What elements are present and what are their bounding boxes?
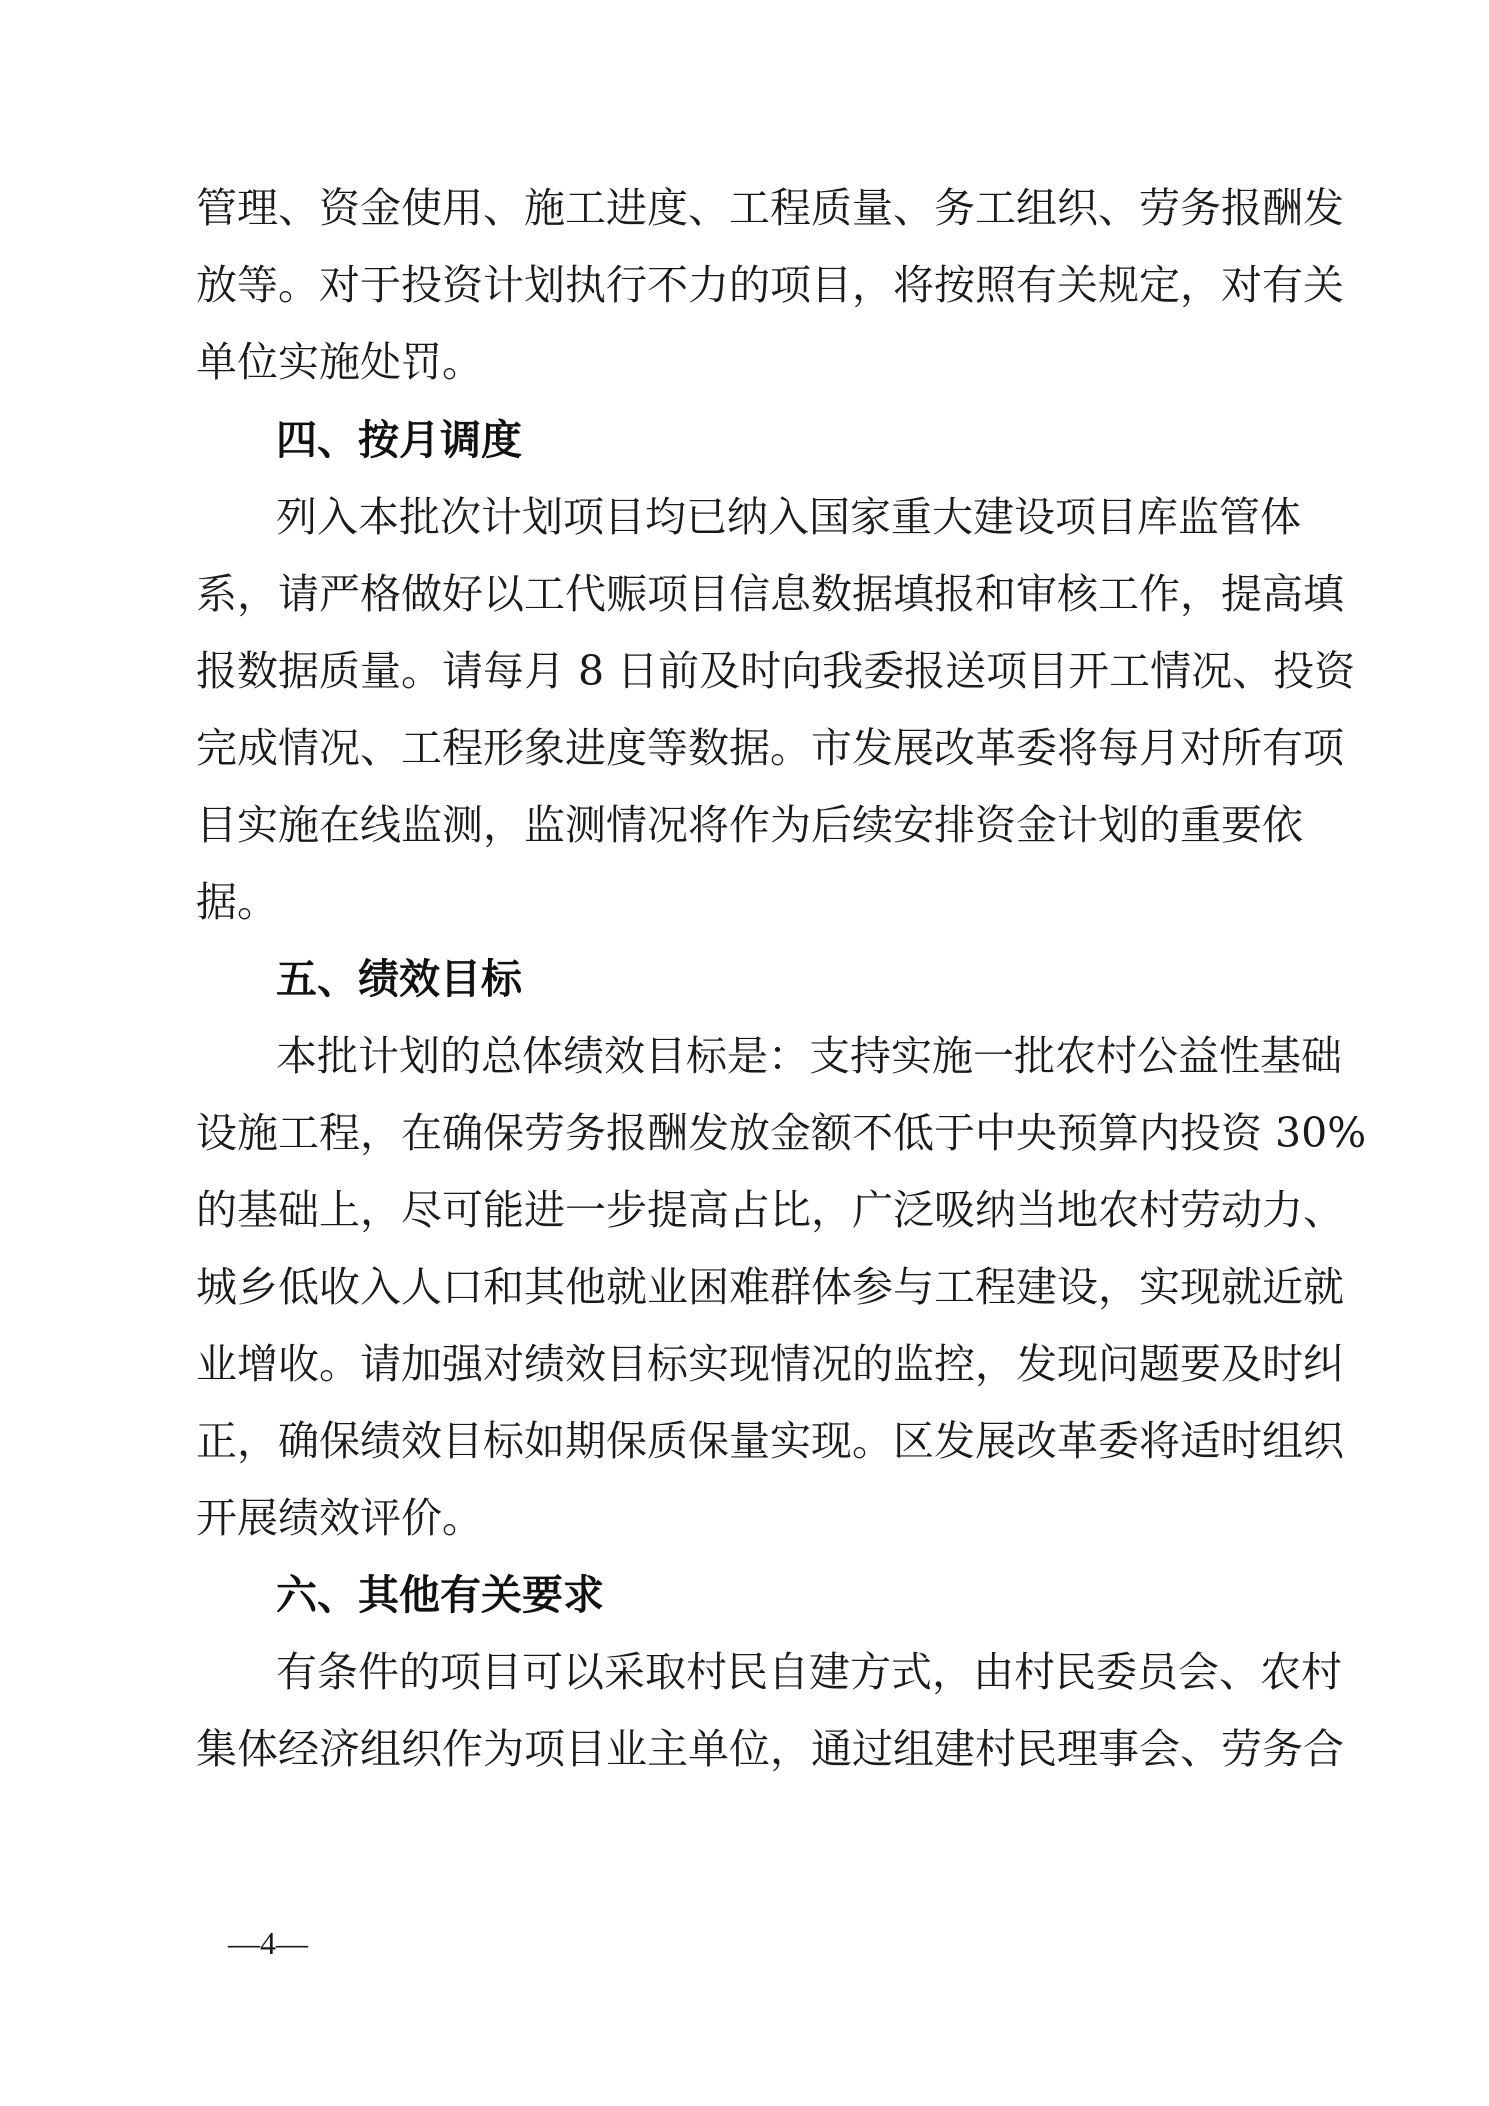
paragraph-line: 据。 bbox=[196, 878, 278, 926]
section-heading: 五、绩效目标 bbox=[276, 955, 522, 1003]
section-heading: 六、其他有关要求 bbox=[276, 1571, 604, 1619]
paragraph-line: 本批计划的总体绩效目标是：支持实施一批农村公益性基础 bbox=[276, 1032, 1342, 1080]
paragraph-line: 正，确保绩效目标如期保质保量实现。区发展改革委将适时组织 bbox=[196, 1417, 1344, 1465]
paragraph-line: 完成情况、工程形象进度等数据。市发展改革委将每月对所有项 bbox=[196, 724, 1344, 772]
paragraph-line: 单位实施处罚。 bbox=[196, 338, 483, 386]
paragraph-line: 列入本批次计划项目均已纳入国家重大建设项目库监管体 bbox=[276, 493, 1301, 541]
paragraph-line: 放等。对于投资计划执行不力的项目，将按照有关规定，对有关 bbox=[196, 261, 1344, 309]
paragraph-line: 的基础上，尽可能进一步提高占比，广泛吸纳当地农村劳动力、 bbox=[196, 1186, 1344, 1234]
page-number: —4— bbox=[228, 1925, 308, 1961]
paragraph-line: 业增收。请加强对绩效目标实现情况的监控，发现问题要及时纠 bbox=[196, 1340, 1344, 1388]
paragraph-line: 设施工程，在确保劳务报酬发放金额不低于中央预算内投资 30% bbox=[196, 1109, 1367, 1157]
paragraph-line: 报数据质量。请每月 8 日前及时向我委报送项目开工情况、投资 bbox=[196, 647, 1356, 695]
paragraph-line: 目实施在线监测，监测情况将作为后续安排资金计划的重要依 bbox=[196, 801, 1303, 849]
paragraph-line: 集体经济组织作为项目业主单位，通过组建村民理事会、劳务合 bbox=[196, 1725, 1344, 1773]
paragraph-line: 管理、资金使用、施工进度、工程质量、务工组织、劳务报酬发 bbox=[196, 184, 1344, 232]
paragraph-line: 有条件的项目可以采取村民自建方式，由村民委员会、农村 bbox=[276, 1648, 1342, 1696]
paragraph-line: 系，请严格做好以工代赈项目信息数据填报和审核工作，提高填 bbox=[196, 570, 1344, 618]
paragraph-line: 城乡低收入人口和其他就业困难群体参与工程建设，实现就近就 bbox=[196, 1263, 1344, 1311]
paragraph-line: 开展绩效评价。 bbox=[196, 1494, 483, 1542]
section-heading: 四、按月调度 bbox=[276, 416, 522, 464]
